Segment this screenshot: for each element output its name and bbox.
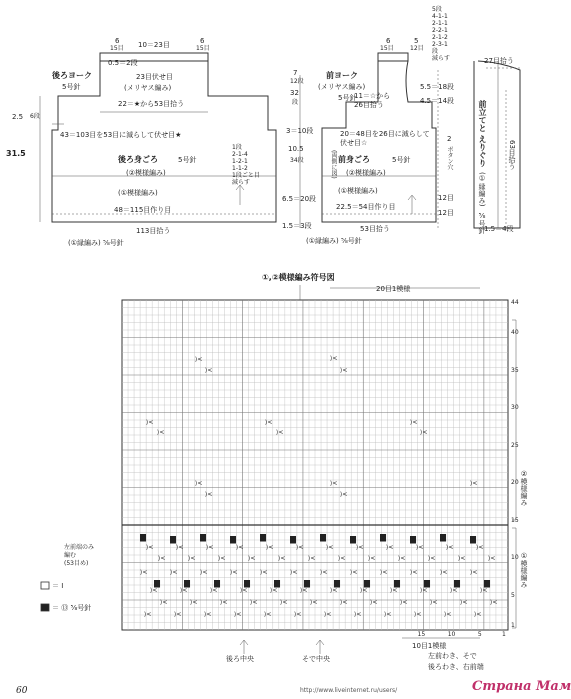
- stitch-cross-symbol: ⟩<: [324, 611, 332, 618]
- stitch-cross-symbol: ⟩<: [368, 555, 376, 562]
- back-dec-line: 43＝103目を53目に減らして伏せ目★: [60, 131, 182, 139]
- stitch-cross-symbol: ⟩<: [380, 569, 388, 576]
- pattern1-label: ①模様編み: [520, 552, 528, 588]
- row-tick-label: 20: [511, 479, 519, 486]
- stitch-cross-symbol: ⟩<: [190, 599, 198, 606]
- back-edge-note: (①縁編み) ⅝号針: [68, 239, 124, 247]
- stitch-cross-symbol: ⟩<: [205, 367, 213, 374]
- stitch-cross-symbol: ⟩<: [265, 419, 273, 426]
- stitch-cross-symbol: ⟩<: [248, 555, 256, 562]
- stitch-cross-symbol: ⟩<: [240, 587, 248, 594]
- stitch-cross-symbol: ⟩<: [428, 555, 436, 562]
- front-r3: 12目: [438, 194, 454, 202]
- front-cast-on: 22.5＝54目作り目: [336, 203, 396, 211]
- stitch-cross-symbol: ⟩<: [390, 587, 398, 594]
- front-w2b: 12目: [410, 45, 424, 52]
- front-r4: 12目: [438, 209, 454, 217]
- band-pattern: (①縁編み): [478, 172, 486, 207]
- stitch-cross-symbol: ⟩<: [250, 599, 258, 606]
- col-tick-label: 5: [477, 631, 482, 638]
- back-side-h-rows: 6段: [30, 113, 40, 120]
- stitch-cross-symbol: ⟩<: [360, 587, 368, 594]
- back-w3b: 15目: [196, 45, 210, 52]
- stitch-cross-symbol: ⟩<: [354, 611, 362, 618]
- stitch-cross-symbol: ⟩<: [410, 569, 418, 576]
- stitch-cross-symbol: ⟩<: [160, 599, 168, 606]
- stitch-cross-symbol: ⟩<: [234, 611, 242, 618]
- front-h5: 6.5＝20段: [282, 195, 317, 203]
- stitch-cross-symbol: ⟩<: [270, 587, 278, 594]
- chart-repeat: 20目1模様: [376, 285, 411, 293]
- stitch-cross-symbol: ⟩<: [340, 599, 348, 606]
- stitch-cross-symbol: ⟩<: [260, 569, 268, 576]
- band-bottom: 1.5＝4段: [484, 225, 514, 233]
- stitch-cross-symbol: ⟩<: [340, 491, 348, 498]
- front-bottom-pick: 53目拾う: [360, 225, 390, 233]
- back-body-title: 後ろ身ごろ: [118, 155, 158, 164]
- stitch-cross-symbol: ⟩<: [220, 599, 228, 606]
- row-tick-label: 1: [511, 621, 515, 629]
- front-w2: 5: [414, 37, 419, 45]
- stitch-filled-square: [380, 534, 386, 542]
- stitch-cross-symbol: ⟩<: [350, 569, 358, 576]
- stitch-cross-symbol: ⟩<: [330, 480, 338, 487]
- front-sides-note: (両側に図): [330, 150, 337, 179]
- stitch-cross-symbol: ⟩<: [400, 599, 408, 606]
- row-tick-label: 40: [511, 329, 519, 336]
- legend-2: ＝ ⑬ ⅝号針: [52, 604, 92, 612]
- stitch-cross-symbol: ⟩<: [320, 569, 328, 576]
- stitch-cross-symbol: ⟩<: [195, 480, 203, 487]
- chart-marks: [140, 355, 497, 618]
- left-note: 左前端のみ 編む (53目め): [64, 544, 95, 567]
- band-title: 前立てと えりぐり: [478, 100, 487, 167]
- stitch-cross-symbol: ⟩<: [416, 544, 424, 551]
- front-h4b: ボタン穴: [446, 146, 453, 170]
- side-center: そで中央: [302, 655, 330, 663]
- stitch-cross-symbol: ⟩<: [206, 544, 214, 551]
- back-body-needle: 5号針: [178, 156, 197, 164]
- legend-box-white: [41, 582, 49, 589]
- front-left-side: 左前わき、そで: [428, 652, 477, 660]
- front-h3: 10.5: [288, 145, 304, 153]
- front-yoke-pick: 11＝☆から 26目拾う: [354, 92, 391, 109]
- stitch-cross-symbol: ⟩<: [488, 555, 496, 562]
- stitch-cross-symbol: ⟩<: [340, 367, 348, 374]
- stitch-cross-symbol: ⟩<: [330, 355, 338, 362]
- back-body-pattern: (②模様編み): [126, 169, 166, 177]
- col-tick-label: 10: [447, 631, 456, 638]
- stitch-cross-symbol: ⟩<: [470, 480, 478, 487]
- stitch-cross-symbol: ⟩<: [157, 429, 165, 436]
- stitch-cross-symbol: ⟩<: [280, 599, 288, 606]
- back-w1b: 15目: [110, 45, 124, 52]
- band-needle: ⅝号針: [478, 212, 486, 234]
- stitch-cross-symbol: ⟩<: [480, 587, 488, 594]
- stitch-cross-symbol: ⟩<: [290, 569, 298, 576]
- front-body-dec: 20＝48目を26目に減らして伏せ目☆: [340, 130, 430, 147]
- back-yoke-pattern: (メリヤス編み): [124, 84, 172, 92]
- back-cast-on: 48＝115目作り目: [114, 206, 172, 214]
- stitch-cross-symbol: ⟩<: [158, 555, 166, 562]
- stitch-cross-symbol: ⟩<: [414, 611, 422, 618]
- stitch-cross-symbol: ⟩<: [176, 544, 184, 551]
- back-right-side: 後ろわき、右前端: [428, 663, 484, 671]
- back-yoke-needle: 5号針: [62, 83, 81, 91]
- stitch-cross-symbol: ⟩<: [264, 611, 272, 618]
- stitch-cross-symbol: ⟩<: [430, 599, 438, 606]
- stitch-cross-symbol: ⟩<: [420, 587, 428, 594]
- front-yoke-top: [378, 53, 408, 61]
- bracket-pattern1: [512, 528, 516, 628]
- repeat-bottom: 10目1模様: [412, 642, 447, 650]
- stitch-filled-square: [170, 536, 176, 544]
- row-tick-label: 5: [511, 591, 515, 599]
- stitch-filled-square: [320, 534, 326, 542]
- stitch-cross-symbol: ⟩<: [204, 611, 212, 618]
- stitch-cross-symbol: ⟩<: [476, 544, 484, 551]
- stitch-cross-symbol: ⟩<: [170, 569, 178, 576]
- front-h2: 32: [290, 89, 299, 97]
- band-pick: 27目拾う: [484, 57, 514, 65]
- front-edge-note: (①縁編み) ⅝号針: [306, 237, 362, 245]
- stitch-cross-symbol: ⟩<: [326, 544, 334, 551]
- back-inc-row: 0.5＝2段: [108, 59, 138, 67]
- stitch-cross-symbol: ⟩<: [276, 429, 284, 436]
- stitch-filled-square: [470, 536, 476, 544]
- stitch-cross-symbol: ⟩<: [440, 569, 448, 576]
- stitch-cross-symbol: ⟩<: [278, 555, 286, 562]
- stitch-cross-symbol: ⟩<: [150, 587, 158, 594]
- back-height: 31.5: [6, 149, 26, 158]
- stitch-filled-square: [230, 536, 236, 544]
- front-body-needle: 5号針: [392, 156, 411, 164]
- stitch-cross-symbol: ⟩<: [460, 599, 468, 606]
- front-yoke-pattern: (メリヤス編み): [318, 83, 366, 91]
- front-w1: 6: [386, 37, 391, 45]
- front-body-pattern: (②模様編み): [346, 169, 386, 177]
- stitch-cross-symbol: ⟩<: [144, 611, 152, 618]
- watermark-url: http://www.liveinternet.ru/users/: [300, 687, 398, 694]
- stitch-cross-symbol: ⟩<: [384, 611, 392, 618]
- back-w2: 10＝23目: [138, 41, 170, 49]
- front-h1b: 12段: [290, 78, 304, 85]
- front-dec-top: 5段 4-1-1 2-1-1 2-2-1 2-1-2 2-3-1 段 減らす: [432, 6, 451, 62]
- stitch-cross-symbol: ⟩<: [200, 569, 208, 576]
- stitch-cross-symbol: ⟩<: [218, 555, 226, 562]
- stitch-cross-symbol: ⟩<: [294, 611, 302, 618]
- band-side: 63目拾う: [508, 140, 516, 170]
- back-side-h: 2.5: [12, 113, 24, 121]
- back-bind-off: 23目伏せ目: [136, 73, 173, 81]
- pattern2-label: ②模様編み: [520, 470, 528, 506]
- stitch-cross-symbol: ⟩<: [420, 429, 428, 436]
- row-tick-label: 35: [511, 366, 519, 374]
- stitch-cross-symbol: ⟩<: [296, 544, 304, 551]
- front-pattern1: (①模様編み): [338, 187, 378, 195]
- bracket-pattern2: [512, 320, 516, 520]
- back-pattern1: (①模様編み): [118, 189, 158, 197]
- stitch-cross-symbol: ⟩<: [446, 544, 454, 551]
- front-yoke-title: 前ヨーク: [326, 71, 358, 80]
- stitch-cross-symbol: ⟩<: [140, 569, 148, 576]
- stitch-filled-square: [140, 534, 146, 542]
- stitch-cross-symbol: ⟩<: [308, 555, 316, 562]
- stitch-cross-symbol: ⟩<: [236, 544, 244, 551]
- front-h3b: 34段: [290, 157, 304, 164]
- site-logo: Страна Мам: [472, 679, 571, 694]
- back-dec-notes: 1段 2-1-4 1-2-1 1-1-2 1段ごと目 減らす: [232, 144, 260, 186]
- stitch-cross-symbol: ⟩<: [410, 419, 418, 426]
- stitch-cross-symbol: ⟩<: [210, 587, 218, 594]
- back-yoke-title: 後ろヨーク: [52, 71, 92, 80]
- front-h2b: 段: [292, 99, 299, 106]
- back-center: 後ろ中央: [226, 655, 254, 663]
- row-tick-label: 15: [511, 516, 519, 524]
- col-tick-label: 1: [501, 631, 506, 638]
- col-tick-label: 15: [417, 631, 426, 638]
- stitch-cross-symbol: ⟩<: [386, 544, 394, 551]
- back-w3: 6: [200, 37, 205, 45]
- stitch-cross-symbol: ⟩<: [450, 587, 458, 594]
- stitch-cross-symbol: ⟩<: [174, 611, 182, 618]
- front-r1: 5.5＝18段: [420, 83, 455, 91]
- legend-box-black: [41, 604, 49, 611]
- stitch-cross-symbol: ⟩<: [458, 555, 466, 562]
- front-yoke-needle: 5号針: [338, 94, 357, 102]
- stitch-filled-square: [350, 536, 356, 544]
- stitch-cross-symbol: ⟩<: [474, 611, 482, 618]
- front-h4: 2: [447, 135, 452, 143]
- stitch-cross-symbol: ⟩<: [490, 599, 498, 606]
- stitch-cross-symbol: ⟩<: [300, 587, 308, 594]
- stitch-cross-symbol: ⟩<: [444, 611, 452, 618]
- stitch-cross-symbol: ⟩<: [266, 544, 274, 551]
- front-side-h: 3＝10段: [286, 127, 314, 135]
- stitch-cross-symbol: ⟩<: [398, 555, 406, 562]
- stitch-cross-symbol: ⟩<: [188, 555, 196, 562]
- stitch-filled-square: [200, 534, 206, 542]
- front-r2: 4.5＝14段: [420, 97, 455, 105]
- stitch-cross-symbol: ⟩<: [338, 555, 346, 562]
- front-h1: 7: [293, 69, 298, 77]
- chart-title: ①,②模様編み符号図: [262, 273, 335, 282]
- stitch-cross-symbol: ⟩<: [146, 544, 154, 551]
- stitch-cross-symbol: ⟩<: [470, 569, 478, 576]
- row-tick-label: 30: [511, 404, 519, 411]
- stitch-filled-square: [260, 534, 266, 542]
- stitch-cross-symbol: ⟩<: [310, 599, 318, 606]
- row-tick-label: 25: [511, 441, 519, 449]
- legend-1: ＝ Ⅰ: [52, 582, 64, 590]
- back-w1: 6: [115, 37, 120, 45]
- front-w1b: 15目: [380, 45, 394, 52]
- front-body-title: 前身ごろ: [338, 155, 370, 164]
- back-pickup: 22＝★から53目拾う: [118, 100, 185, 108]
- stitch-filled-square: [410, 536, 416, 544]
- stitch-cross-symbol: ⟩<: [195, 356, 203, 363]
- stitch-filled-square: [290, 536, 296, 544]
- page-number: 60: [16, 686, 28, 696]
- front-bottom: 1.5＝3段: [282, 222, 312, 230]
- row-top-label: 44: [511, 299, 519, 306]
- stitch-cross-symbol: ⟩<: [205, 491, 213, 498]
- stitch-cross-symbol: ⟩<: [370, 599, 378, 606]
- stitch-cross-symbol: ⟩<: [180, 587, 188, 594]
- stitch-cross-symbol: ⟩<: [230, 569, 238, 576]
- row-tick-label: 10: [511, 554, 519, 561]
- stitch-filled-square: [440, 534, 446, 542]
- stitch-cross-symbol: ⟩<: [356, 544, 364, 551]
- stitch-cross-symbol: ⟩<: [330, 587, 338, 594]
- back-edge-pickup: 113目拾う: [136, 227, 171, 235]
- stitch-cross-symbol: ⟩<: [146, 419, 154, 426]
